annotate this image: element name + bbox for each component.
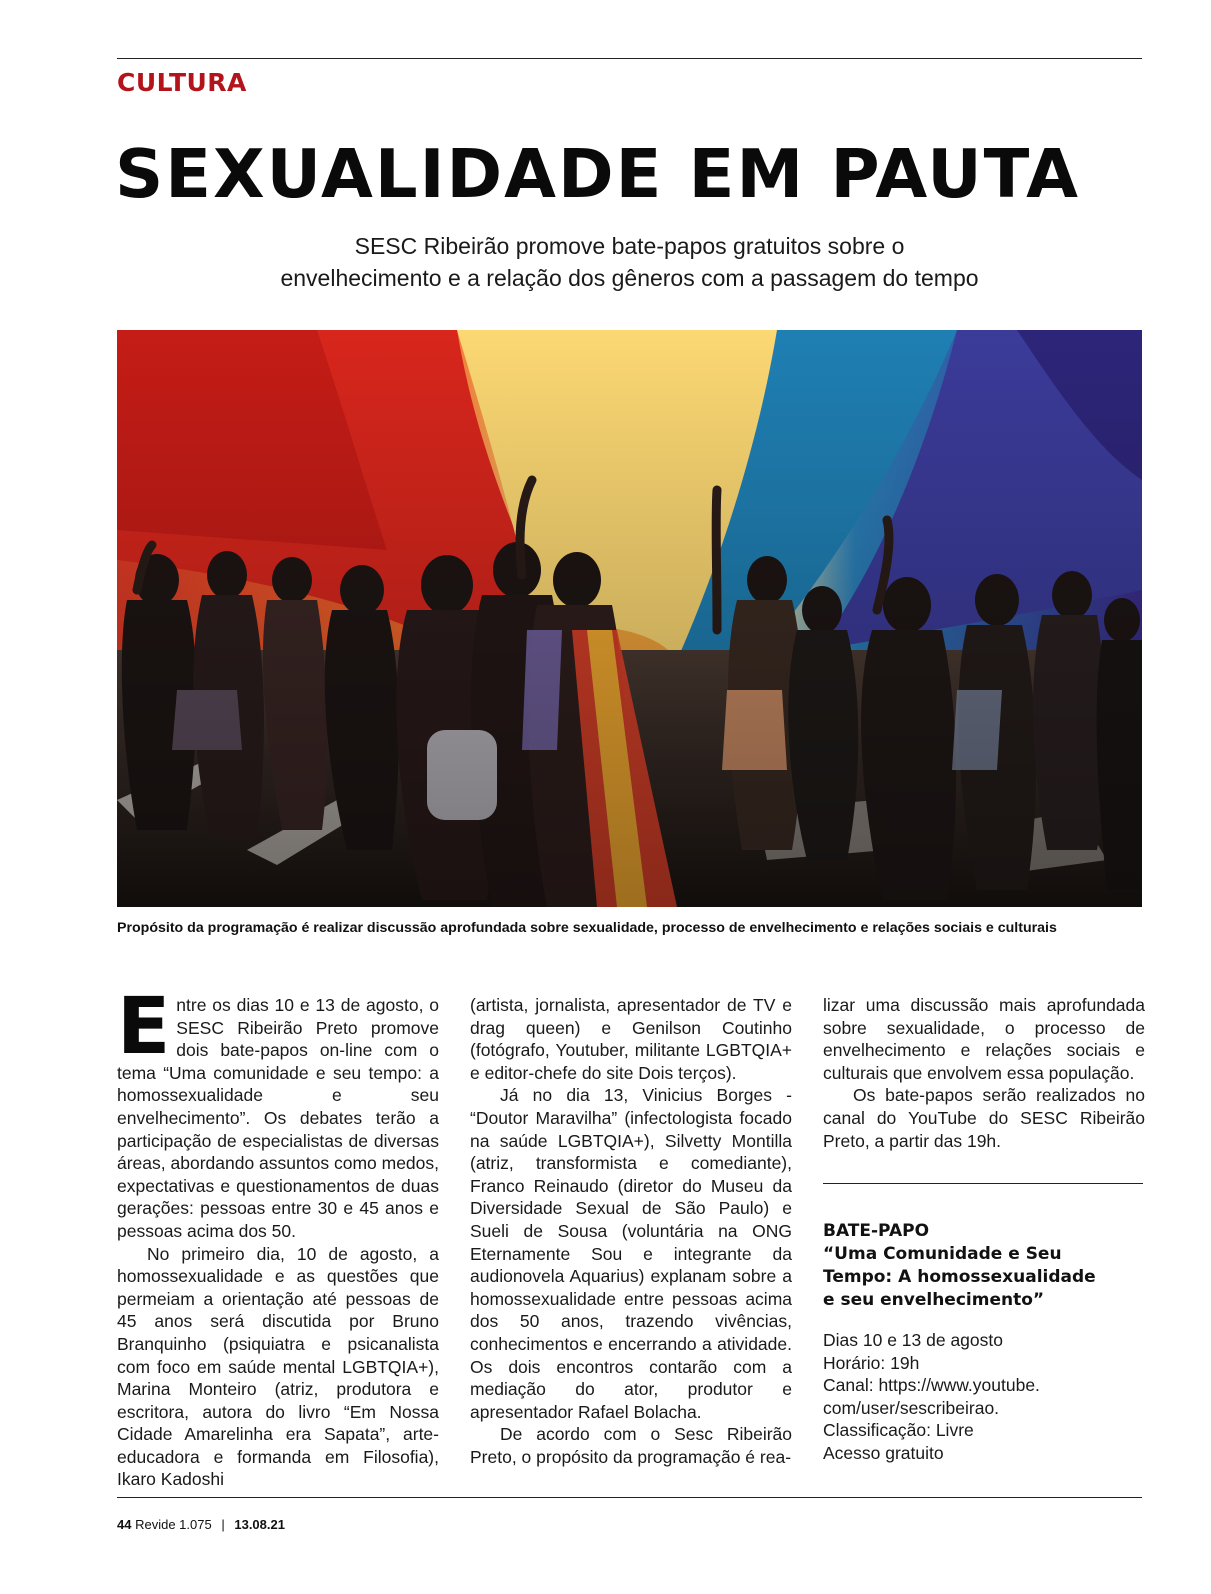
info-detail-rating: Classificação: Livre bbox=[823, 1420, 974, 1441]
info-detail-date: Dias 10 e 13 de agosto bbox=[823, 1330, 1003, 1350]
bottom-rule bbox=[117, 1497, 1142, 1498]
deck-line: SESC Ribeirão promove bate-papos gratuitos sobre o bbox=[354, 233, 905, 259]
info-detail-access: Acesso gratuito bbox=[823, 1442, 944, 1463]
issue-date: 13.08.21 bbox=[234, 1517, 285, 1532]
info-box-title-line: e seu envelhecimento” bbox=[823, 1290, 1045, 1310]
paragraph: No primeiro dia, 10 de agosto, a homossexualidade e as questões que permeiam a orientação até pessoas de 45 anos será discutida por Bruno Branquinho (psiquiatra e psicanalista com foco em saúde mental LGBTQIA+), Marina Monteiro (atriz, produtora e escritora, autora do livro “Em Nossa Cidade Amarelinha era Sapata”, arte-educadora e formanda em Filosofia), Ikaro Kadoshi bbox=[117, 1243, 439, 1490]
photo-caption: Propósito da programação é realizar discussão aprofundada sobre sexualidade, processo de envelhecimento e relações sociais e culturais bbox=[117, 920, 1057, 936]
article-column-2 bbox=[470, 994, 792, 1468]
article-column-3 bbox=[823, 994, 1145, 1152]
section-label: CULTURA bbox=[117, 68, 247, 97]
top-rule bbox=[117, 58, 1142, 59]
info-box-title bbox=[823, 1220, 1143, 1312]
paragraph bbox=[117, 982, 439, 1243]
headline: SEXUALIDADE EM PAUTA bbox=[115, 135, 1080, 213]
paragraph-text: ntre os dias 10 e 13 de agosto, o SESC Ribeirão Preto promove dois bate-papos on-line com o tema “Uma comunidade e seu tempo: a homossexualidade e seu envelhecimento”. Os debates terão a participação de especialistas de diversas áreas, abordando assuntos como medos, expectativas e questionamentos de duas gerações: pessoas entre 30 e 45 anos e pessoas acima dos 50. bbox=[117, 995, 439, 1241]
paragraph: (artista, jornalista, apresentador de TV e drag queen) e Genilson Coutinho (fotógrafo, Youtuber, militante LGBTQIA+ e editor-chefe do site Dois terços). bbox=[470, 995, 792, 1083]
info-box bbox=[823, 1220, 1143, 1465]
info-box-title-line: Tempo: A homossexualidade bbox=[823, 1267, 1096, 1287]
deck bbox=[117, 230, 1142, 294]
publication-name: Revide 1.075 bbox=[135, 1517, 212, 1532]
drop-cap: E bbox=[117, 982, 171, 1072]
paragraph: lizar uma discussão mais aprofundada sobre sexualidade, o processo de envelhecimento e relações sociais e culturais que envolvem essa população. bbox=[823, 995, 1145, 1083]
footer-separator: | bbox=[221, 1517, 225, 1532]
info-detail-channel: Canal: https://www.youtube. bbox=[823, 1375, 1040, 1396]
info-box-title-line: “Uma Comunidade e Seu bbox=[823, 1244, 1062, 1264]
page-footer bbox=[117, 1517, 285, 1532]
paragraph: Já no dia 13, Vinicius Borges - “Doutor Maravilha” (infectologista focado na saúde LGBTQIA+), Silvetty Montilla (atriz, transformista e comediante), Franco Reinaudo (diretor do Museu da Diversidade Sexual de São Paulo) e Sueli de Sousa (voluntária na ONG Eternamente Sou e integrante da audionovela Aquarius) explanam sobre a homossexualidade entre pessoas acima dos 50 anos, trazendo vivências, conhecimentos e encerrando a atividade. Os dois encontros contarão com a mediação do ator, produtor e apresentador Rafael Bolacha. bbox=[470, 1085, 792, 1422]
info-detail-channel-cont: com/user/sescribeirao. bbox=[823, 1397, 1000, 1418]
deck-line: envelhecimento e a relação dos gêneros com a passagem do tempo bbox=[280, 265, 979, 291]
page-number: 44 bbox=[117, 1517, 132, 1532]
info-box-title-line: BATE-PAPO bbox=[823, 1221, 930, 1241]
article-column-1 bbox=[117, 982, 439, 1491]
info-box-details bbox=[823, 1329, 1143, 1465]
paragraph: Os bate-papos serão realizados no canal do YouTube do SESC Ribeirão Preto, a partir das 19h. bbox=[823, 1085, 1145, 1151]
pride-parade-photo bbox=[117, 330, 1142, 907]
info-box-rule bbox=[823, 1183, 1143, 1184]
paragraph: De acordo com o Sesc Ribeirão Preto, o propósito da programação é rea- bbox=[470, 1424, 792, 1467]
info-detail-time: Horário: 19h bbox=[823, 1352, 920, 1373]
